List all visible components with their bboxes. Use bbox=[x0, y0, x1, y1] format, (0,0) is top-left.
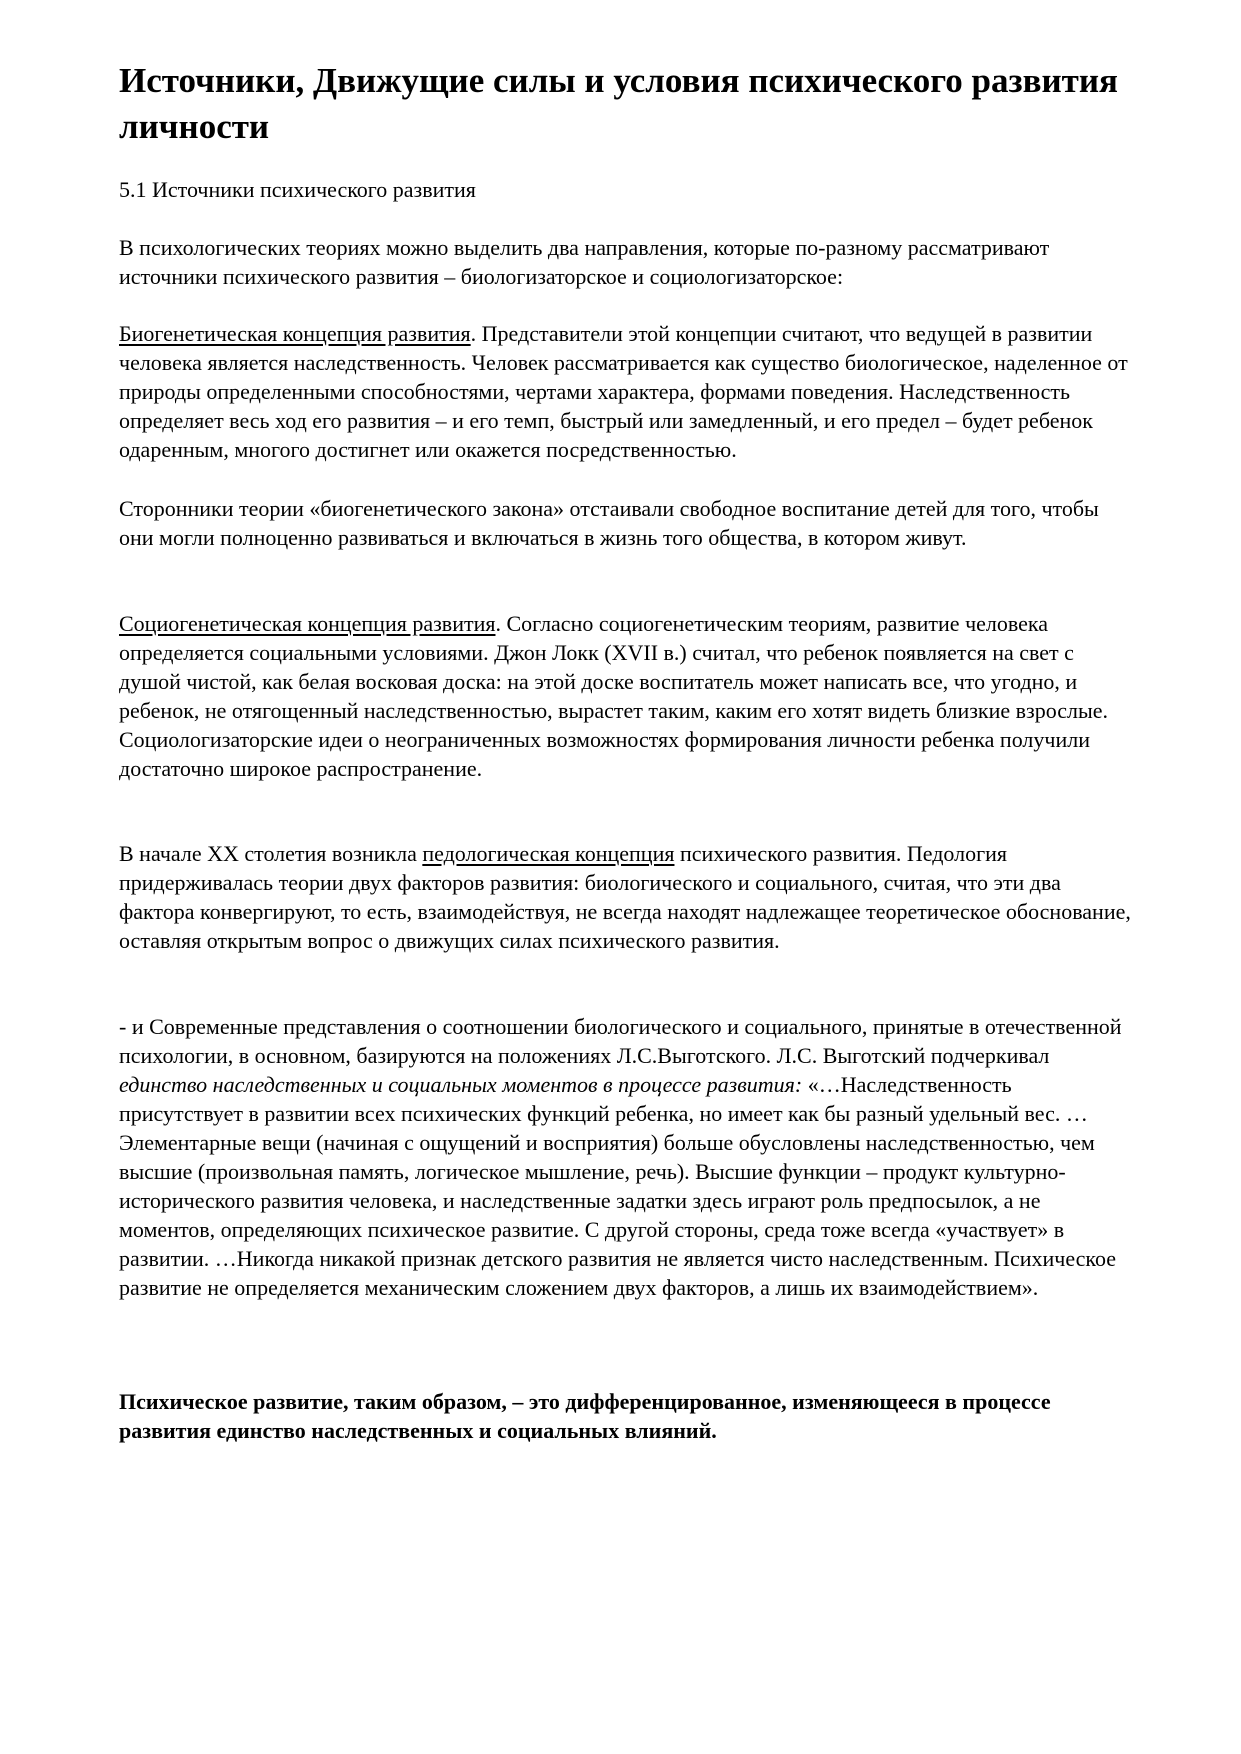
supporters-paragraph: Сторонники теории «биогенетического закона» отстаивали свободное воспитание детей для того, чтобы они могли полноценно развиваться и включаться в жизнь того общества, в котором живут. bbox=[119, 496, 1099, 550]
sociogenetic-term: Социогенетическая концепция развития bbox=[119, 611, 496, 636]
intro-paragraph: В психологических теориях можно выделить два направления, которые по-разному рассматривают источники психического развития – биологизаторское и социологизаторское: bbox=[119, 235, 1050, 289]
page-title: Источники, Движущие силы и условия психического развития личности bbox=[119, 61, 1118, 146]
pedology-paragraph bbox=[119, 839, 1134, 955]
pedology-term: педологическая концепция bbox=[422, 841, 675, 866]
modern-paragraph bbox=[119, 1012, 1134, 1302]
sociogenetic-text: . Согласно социогенетическим теориям, развитие человека определяется социальными условиями. Джон Локк (XVII в.) считал, что ребенок появляется на свет с душой чистой, как белая восковая доска: на этой доске воспитатель может написать все, что угодно, и ребенок, не отягощенный наследственностью, вырастет таким, каким его хотят видеть близкие взрослые. Социологизаторские идеи о неограниченных возможностях формирования личности ребенка получили достаточно широкое распространение. bbox=[119, 611, 1109, 781]
modern-italic: единство наследственных и социальных моментов в процессе развития: bbox=[119, 1072, 803, 1097]
pedology-before: В начале XX столетия возникла bbox=[119, 841, 423, 866]
biogenetic-paragraph bbox=[119, 319, 1134, 464]
sociogenetic-paragraph bbox=[119, 609, 1134, 783]
biogenetic-term: Биогенетическая концепция развития bbox=[119, 321, 471, 346]
modern-before: - и Современные представления о соотношении биологического и социального, принятые в отечественной психологии, в основном, базируются на положениях Л.С.Выготского. Л.С. Выготский подчеркивал bbox=[119, 1014, 1122, 1068]
modern-after: «…Наследственность присутствует в развитии всех психических функций ребенка, но имеет как бы разный удельный вес. …Элементарные вещи (начиная с ощущений и восприятия) больше обусловлены наследственностью, чем высшие (произвольная память, логическое мышление, речь). Высшие функции – продукт культурно-исторического развития человека, и наследственные задатки здесь играют роль предпосылок, а не моментов, определяющих психическое развитие. С другой стороны, среда тоже всегда «участвует» в развитии. …Никогда никакой признак детского развития не является чисто наследственным. Психическое развитие не определяется механическим сложением двух факторов, а лишь их взаимодействием». bbox=[119, 1072, 1117, 1300]
biogenetic-text: . Представители этой концепции считают, что ведущей в развитии человека является наследственность. Человек рассматривается как существо биологическое, наделенное от природы определенными способностями, чертами характера, формами поведения. Наследственность определяет весь ход его развития – и его темп, быстрый или замедленный, и его предел – будет ребенок одаренным, многого достигнет или окажется посредственностью. bbox=[119, 321, 1128, 462]
conclusion-paragraph: Психическое развитие, таким образом, – это дифференцированное, изменяющееся в процессе развития единство наследственных и социальных влияний. bbox=[119, 1389, 1051, 1443]
section-subtitle: 5.1 Источники психического развития bbox=[119, 177, 476, 202]
pedology-after: психического развития. Педология придерживалась теории двух факторов развития: биологического и социального, считая, что эти два фактора конвергируют, то есть, взаимодействуя, не всегда находят надлежащее теоретическое обоснование, оставляя открытым вопрос о движущих силах психического развития. bbox=[119, 841, 1131, 953]
